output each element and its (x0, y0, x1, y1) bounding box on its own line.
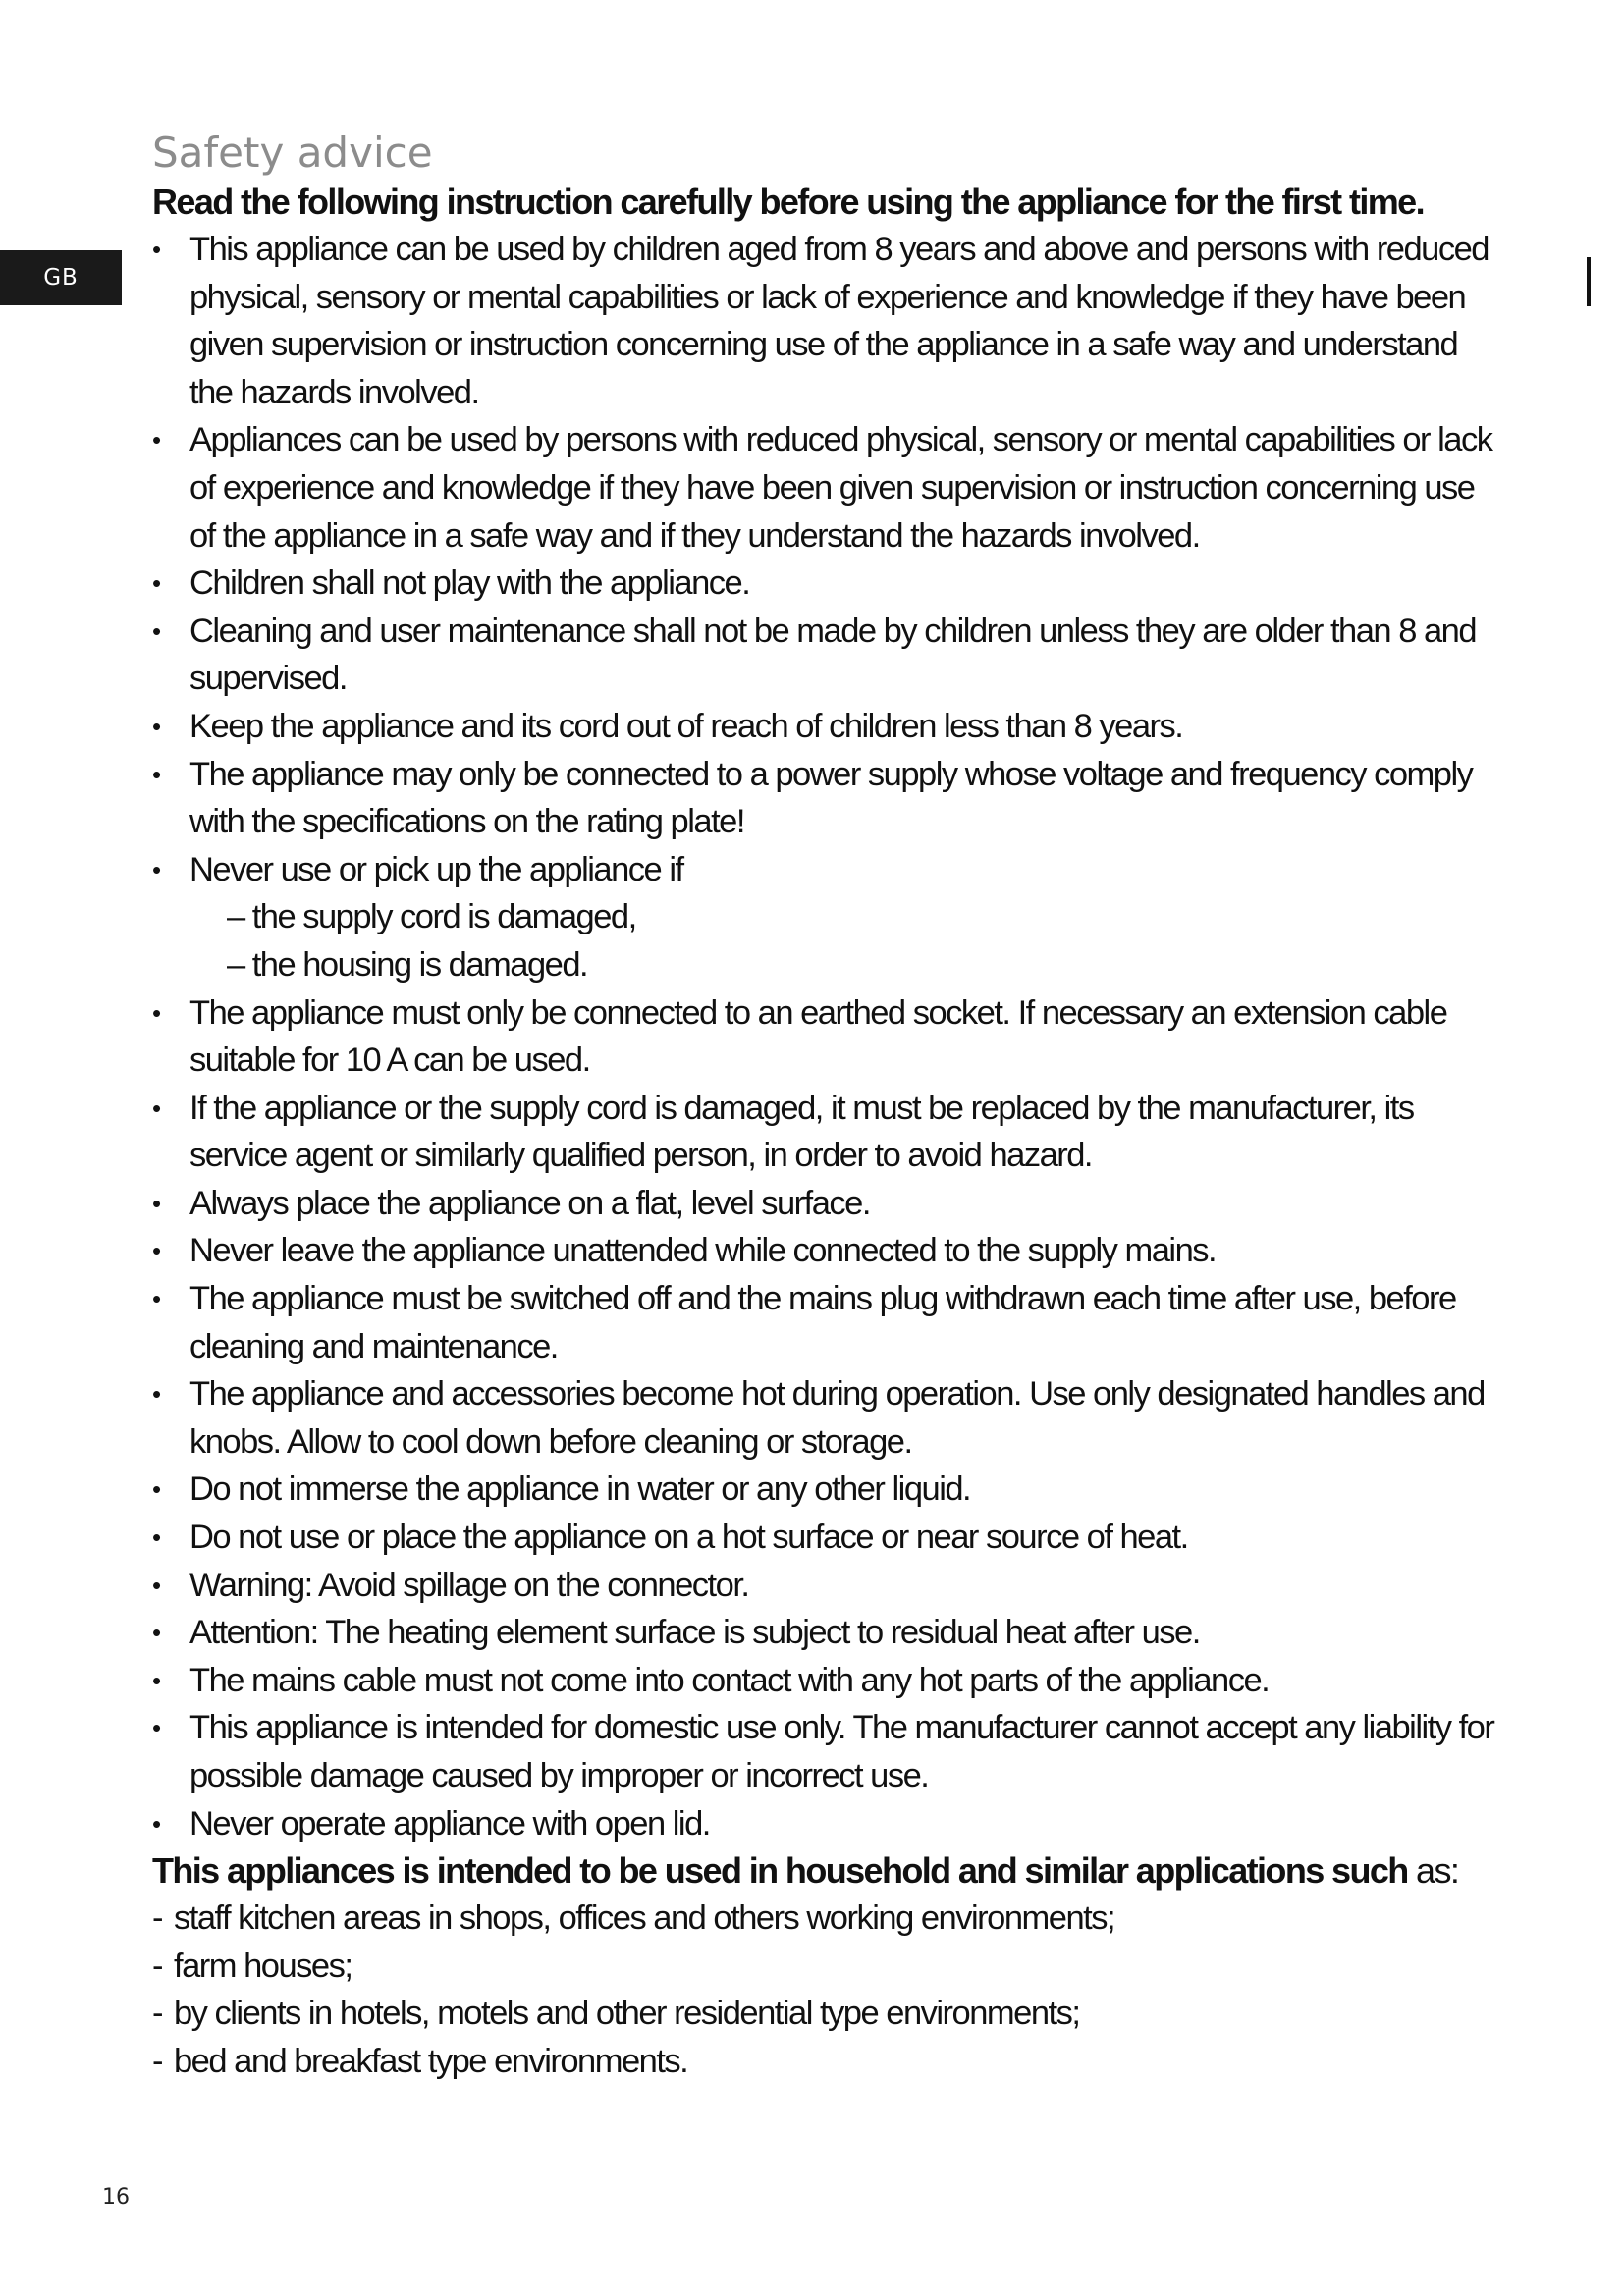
sub-item-text: the housing is damaged. (251, 945, 588, 984)
bullet-item: • This appliance can be used by children aged from 8 years and above and persons with reduced physical, sensory or mental capabilities or lack of experience and knowledge if they have been given supervision or instruction concerning use of the appliance in a safe way and understand the hazards involved. (152, 226, 1507, 416)
bullet-item: • Do not immerse the appliance in water or any other liquid. (152, 1466, 1507, 1514)
bullet-item: • Cleaning and user maintenance shall not be made by children unless they are older than 8 and supervised. (152, 608, 1507, 703)
usage-item: - by clients in hotels, motels and other residential type environments; (152, 1995, 1080, 2033)
bullet-text: Never use or pick up the appliance if (189, 850, 683, 888)
bullet-item: • Attention: The heating element surface is subject to residual heat after use. (152, 1609, 1507, 1657)
bullet-item: • The appliance must be switched off and the mains plug withdrawn each time after use, before cleaning and maintenance. (152, 1275, 1507, 1370)
bullet-item: • Never leave the appliance unattended while connected to the supply mains. (152, 1227, 1507, 1275)
usage-heading (152, 1847, 1507, 1895)
usage-heading-tail: as: (1407, 1850, 1459, 1892)
page-title: Safety advice (152, 129, 433, 177)
lead-instruction: Read the following instruction carefully before using the appliance for the first time. (152, 182, 1424, 222)
sub-item: – the housing is damaged. (227, 945, 588, 984)
bullet-item: • The appliance may only be connected to a power supply whose voltage and frequency comply with the specifications on the rating plate! (152, 751, 1507, 846)
bullet-item: • Never operate appliance with open lid. (152, 1800, 1507, 1848)
sub-item: – the supply cord is damaged, (227, 898, 636, 936)
bullet-item-never-use (152, 846, 1507, 989)
page-number: 16 (102, 2185, 130, 2210)
sub-item-text: the supply cord is damaged, (251, 898, 636, 936)
margin-change-bar (1587, 257, 1591, 306)
safety-advice-section (152, 130, 1507, 2086)
usage-item: - farm houses; (152, 1947, 352, 1985)
bullet-item: • This appliance is intended for domestic use only. The manufacturer cannot accept any liability for possible damage caused by improper or incorrect use. (152, 1704, 1507, 1799)
bullet-item: • The mains cable must not come into contact with any hot parts of the appliance. (152, 1657, 1507, 1705)
bullet-item: • Do not use or place the appliance on a hot surface or near source of heat. (152, 1514, 1507, 1562)
usage-item: - staff kitchen areas in shops, offices and others working environments; (152, 1899, 1115, 1938)
bullet-item: • Warning: Avoid spillage on the connector. (152, 1562, 1507, 1610)
bullet-item: • The appliance must only be connected to an earthed socket. If necessary an extension cable suitable for 10 A can be used. (152, 989, 1507, 1085)
usage-item-text: by clients in hotels, motels and other residential type environments; (174, 1995, 1080, 2033)
safety-bullet-list (152, 226, 1507, 1847)
usage-list (152, 1895, 1507, 2085)
bullet-item: • Children shall not play with the appliance. (152, 560, 1507, 608)
bullet-item: • Keep the appliance and its cord out of reach of children less than 8 years. (152, 703, 1507, 751)
bullet-item: • Appliances can be used by persons with reduced physical, sensory or mental capabilities or lack of experience and knowledge if they have been given supervision or instruction concerning use of the appliance in a safe way and if they understand the hazards involved. (152, 416, 1507, 560)
usage-item-text: bed and breakfast type environments. (174, 2042, 688, 2080)
bullet-item: • The appliance and accessories become hot during operation. Use only designated handles and knobs. Allow to cool down before cleaning or storage. (152, 1370, 1507, 1466)
bullet-item: • Always place the appliance on a flat, level surface. (152, 1180, 1507, 1228)
usage-item: - bed and breakfast type environments. (152, 2042, 688, 2080)
usage-item-text: farm houses; (174, 1947, 352, 1985)
usage-heading-bold: This appliances is intended to be used in household and similar applications such (152, 1850, 1408, 1892)
never-use-sublist (189, 893, 1507, 988)
usage-item-text: staff kitchen areas in shops, offices and others working environments; (174, 1899, 1115, 1938)
bullet-item: • If the appliance or the supply cord is damaged, it must be replaced by the manufacturer, its service agent or similarly qualified person, in order to avoid hazard. (152, 1085, 1507, 1180)
language-tab: GB (0, 250, 122, 305)
